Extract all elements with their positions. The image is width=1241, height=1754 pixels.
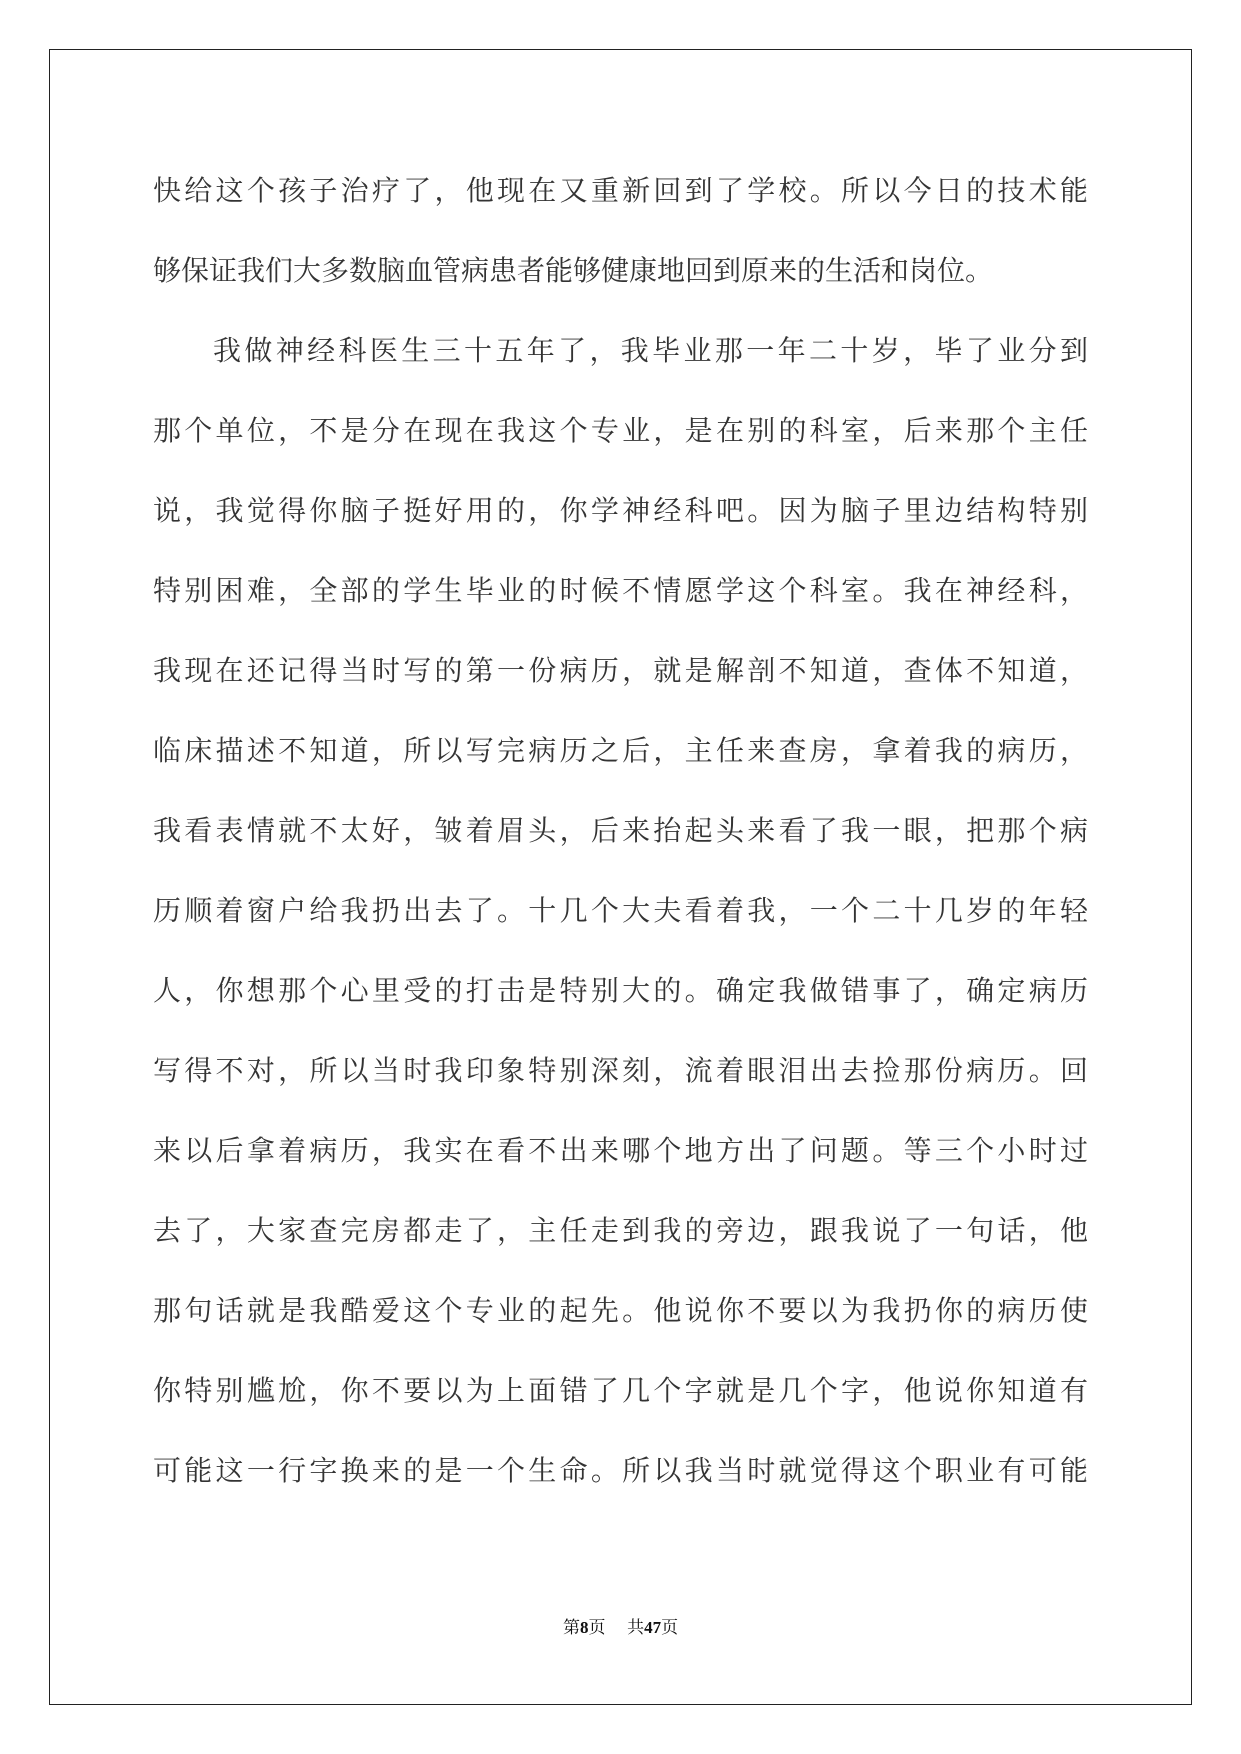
page-footer xyxy=(0,1616,1241,1640)
text-line: 可能这一行字换来的是一个生命。所以我当时就觉得这个职业有可能 xyxy=(153,1454,1088,1487)
text-line: 人，你想那个心里受的打击是特别大的。确定我做错事了，确定病历 xyxy=(153,974,1088,1007)
text-line: 你特别尴尬，你不要以为上面错了几个字就是几个字，他说你知道有 xyxy=(153,1374,1088,1407)
text-line: 写得不对，所以当时我印象特别深刻，流着眼泪出去捡那份病历。回 xyxy=(153,1054,1088,1087)
text-line: 特别困难，全部的学生毕业的时候不情愿学这个科室。我在神经科， xyxy=(153,574,1088,607)
total-label xyxy=(627,1618,678,1638)
page-label xyxy=(563,1618,606,1638)
text-line: 说，我觉得你脑子挺好用的，你学神经科吧。因为脑子里边结构特别 xyxy=(153,494,1088,527)
text-line: 快给这个孩子治疗了，他现在又重新回到了学校。所以今日的技术能 xyxy=(153,174,1088,207)
text-line: 历顺着窗户给我扔出去了。十几个大夫看着我，一个二十几岁的年轻 xyxy=(153,894,1088,927)
text-line: 我看表情就不太好，皱着眉头，后来抬起头来看了我一眼，把那个病 xyxy=(153,814,1088,847)
page-suffix: 页 xyxy=(588,1618,606,1638)
text-line: 那个单位，不是分在现在我这个专业，是在别的科室，后来那个主任 xyxy=(153,414,1088,447)
text-line: 够保证我们大多数脑血管病患者能够健康地回到原来的生活和岗位。 xyxy=(153,254,994,287)
page-number: 8 xyxy=(579,1618,589,1637)
text-line: 去了，大家查完房都走了，主任走到我的旁边，跟我说了一句话，他 xyxy=(153,1214,1088,1247)
total-pages: 47 xyxy=(644,1618,662,1637)
text-line: 我现在还记得当时写的第一份病历，就是解剖不知道，查体不知道， xyxy=(153,654,1088,687)
text-line: 我做神经科医生三十五年了，我毕业那一年二十岁，毕了业分到 xyxy=(213,334,1088,367)
total-suffix: 页 xyxy=(661,1618,679,1638)
text-line: 临床描述不知道，所以写完病历之后，主任来查房，拿着我的病历， xyxy=(153,734,1088,767)
total-prefix: 共 xyxy=(627,1618,645,1638)
text-line: 那句话就是我酷爱这个专业的起先。他说你不要以为我扔你的病历使 xyxy=(153,1294,1088,1327)
text-line: 来以后拿着病历，我实在看不出来哪个地方出了问题。等三个小时过 xyxy=(153,1134,1088,1167)
page-prefix: 第 xyxy=(562,1618,580,1638)
